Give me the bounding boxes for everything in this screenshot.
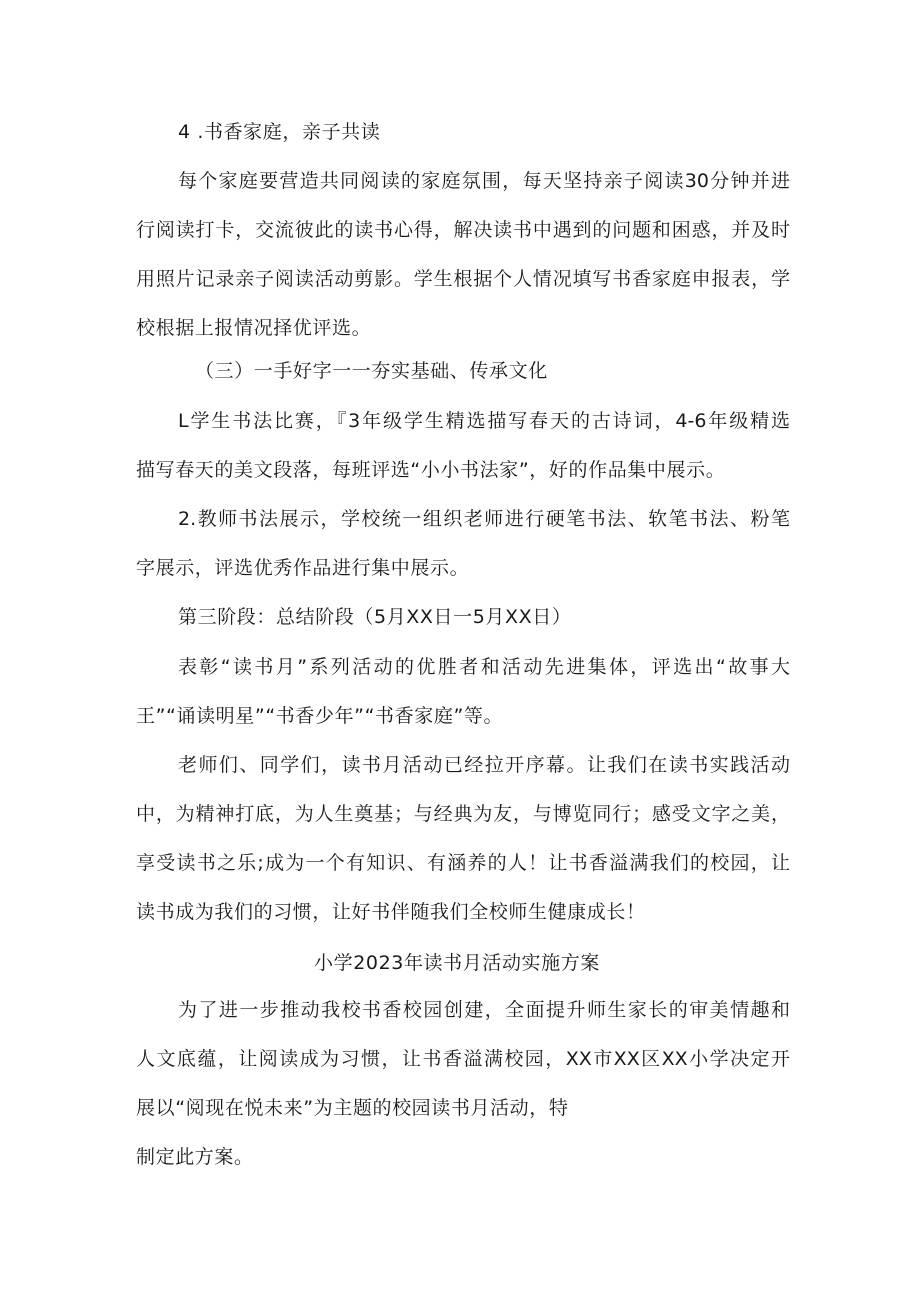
paragraph-line: 读书成为我们的习惯，让好书伴随我们全校师生健康成长！ <box>136 901 646 923</box>
paragraph-line: L学生书法比赛，『3年级学生精选描写春天的古诗词，4-6年级精选 <box>178 410 790 432</box>
section-heading: （三）一手好字一一夯实基础、传承文化 <box>195 360 548 382</box>
section-heading: 第三阶段：总结阶段（5月XX日一5月XX日） <box>178 606 572 628</box>
section-heading: 4 .书香家庭，亲子共读 <box>178 121 381 143</box>
paragraph-line: 表彰“读书月”系列活动的优胜者和活动先进集体，评选出“故事大 <box>178 656 790 678</box>
paragraph-line: 中，为精神打底，为人生奠基；与经典为友，与博览同行；感受文字之美， <box>136 803 790 825</box>
paragraph-line: 校根据上报情况择优评选。 <box>136 317 372 339</box>
paragraph-line: 描写春天的美文段落，每班评选“小小书法家”，好的作品集中展示。 <box>136 459 726 481</box>
paragraph-line: 人文底蕴，让阅读成为习惯，让书香溢满校园，XX市XX区XX小学决定开 <box>136 1048 790 1070</box>
paragraph-line: 为了进一步推动我校书香校园创建，全面提升师生家长的审美情趣和 <box>178 999 790 1021</box>
paragraph-line: 王”“诵读明星”“书香少年”“书香家庭”等。 <box>136 705 504 727</box>
paragraph-line: 2.教师书法展示，学校统一组织老师进行硬笔书法、软笔书法、粉笔 <box>178 508 790 530</box>
paragraph-line: 老师们、同学们，读书月活动已经拉开序幕。让我们在读书实践活动 <box>178 754 790 776</box>
paragraph-line: 字展示，评选优秀作品进行集中展示。 <box>136 557 470 579</box>
paragraph-line: 用照片记录亲子阅读活动剪影。学生根据个人情况填写书香家庭申报表，学 <box>136 268 790 290</box>
paragraph-line: 展以“阅现在悦未来”为主题的校园读书月活动，特 <box>136 1097 569 1119</box>
paragraph-line: 享受读书之乐;成为一个有知识、有涵养的人！让书香溢满我们的校园，让 <box>136 852 790 874</box>
paragraph-line: 制定此方案。 <box>136 1146 254 1168</box>
document-title: 小学2023年读书月活动实施方案 <box>314 952 600 974</box>
paragraph-line: 行阅读打卡，交流彼此的读书心得，解决读书中遇到的问题和困惑，并及时 <box>136 219 790 241</box>
paragraph-line: 每个家庭要营造共同阅读的家庭氛围，每天坚持亲子阅读30分钟并进 <box>178 170 790 192</box>
